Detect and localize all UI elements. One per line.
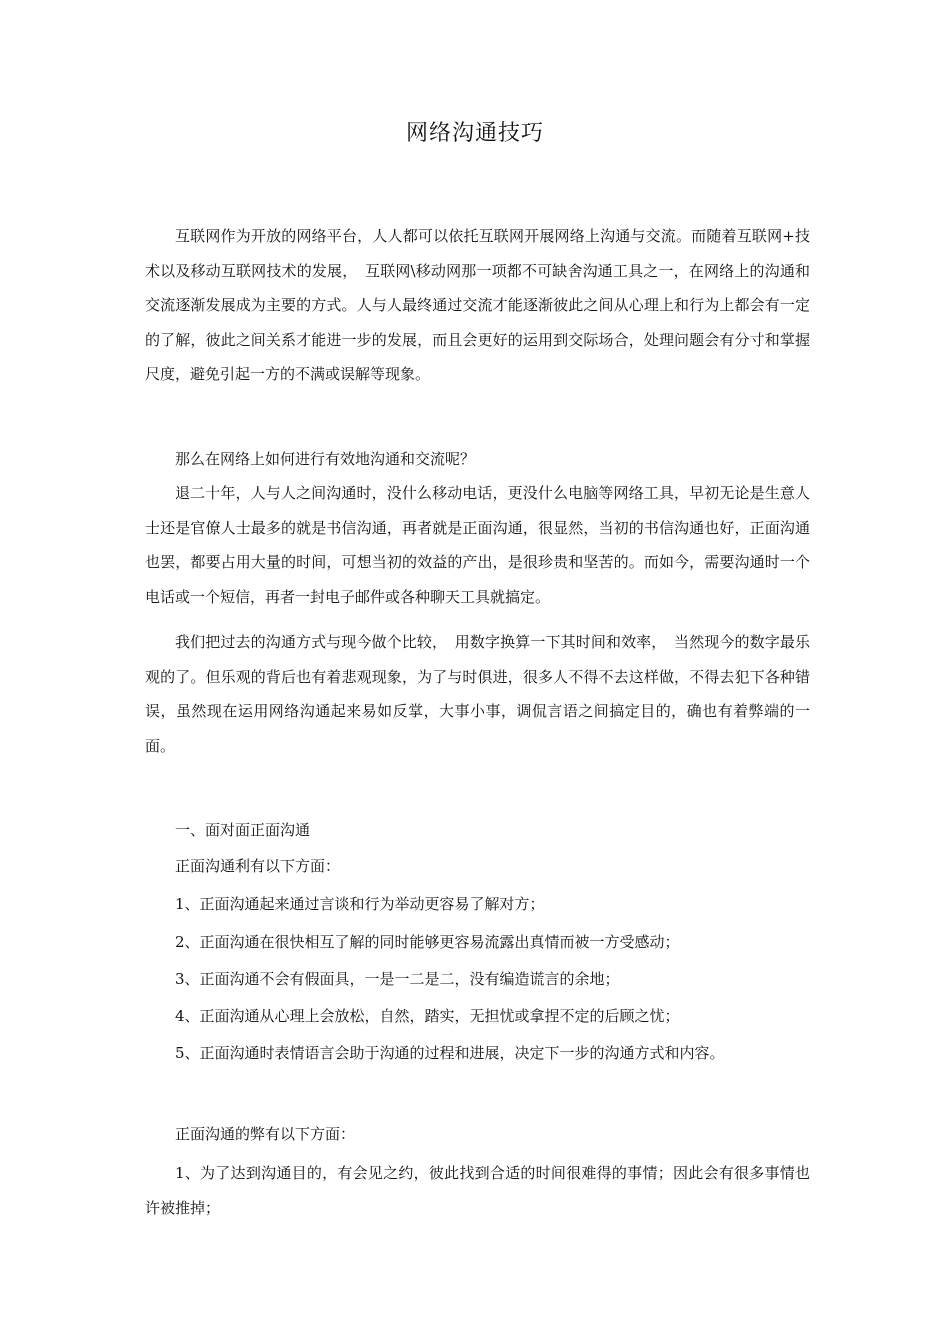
paragraph-history: 退二十年，人与人之间沟通时，没什么移动电话，更没什么电脑等网络工具，早初无论是生意人士还是官僚人士最多的就是书信沟通，再者就是正面沟通，很显然，当初的书信沟通也好，正面沟通也罢，都要占用大量的时间，可想当初的效益的产出，是很珍贵和坚苦的。而如今，需要沟通时一个电话或一个短信，再者一封电子邮件或各种聊天工具就搞定。 — [145, 484, 810, 606]
list-item: 4、正面沟通从心理上会放松，自然，踏实，无担忧或拿捏不定的后顾之忧； — [175, 1007, 680, 1025]
paragraph-intro: 互联网作为开放的网络平台，人人都可以依托互联网开展网络上沟通与交流。而随着互联网+技术以及移动互联网技术的发展， 互联网\移动网那一项都不可缺舍沟通工具之一，在网络上的沟通和交流逐渐发展成为主要的方式。人与人最终通过交流才能逐渐彼此之间从心理上和行为上都会有一定的了解，彼此之间关系才能进一步的发展，而且会更好的运用到交际场合，处理问题会有分寸和掌握尺度，避免引起一方的不满或误解等现象。 — [145, 227, 810, 383]
list-item: 2、正面沟通在很快相互了解的同时能够更容易流露出真情而被一方受感动； — [175, 933, 680, 951]
section-heading: 一、面对面正面沟通 — [175, 821, 311, 839]
document-title: 网络沟通技巧 — [405, 121, 544, 146]
list-item: 1、正面沟通起来通过言谈和行为举动更容易了解对方； — [175, 895, 545, 913]
paragraph-comparison: 我们把过去的沟通方式与现今做个比较， 用数字换算一下其时间和效率， 当然现今的数字最乐观的了。但乐观的背后也有着悲观现象，为了与时俱进，很多人不得不去这样做，不得去犯下各种错误，虽然现在运用网络沟通起来易如反掌，大事小事，调侃言语之间搞定目的，确也有着弊端的一面。 — [145, 633, 810, 755]
list-item: 5、正面沟通时表情语言会助于沟通的过程和进展，决定下一步的沟通方式和内容。 — [175, 1044, 725, 1062]
list-heading-cons: 正面沟通的弊有以下方面： — [175, 1125, 356, 1143]
list-item: 1、为了达到沟通目的，有会见之约，彼此找到合适的时间很难得的事情；因此会有很多事情也许被推掉； — [145, 1164, 810, 1217]
paragraph-question: 那么在网络上如何进行有效地沟通和交流呢？ — [175, 450, 476, 468]
list-heading-pros: 正面沟通利有以下方面： — [175, 857, 341, 875]
list-item: 3、正面沟通不会有假面具，一是一二是二，没有编造谎言的余地； — [175, 970, 620, 988]
